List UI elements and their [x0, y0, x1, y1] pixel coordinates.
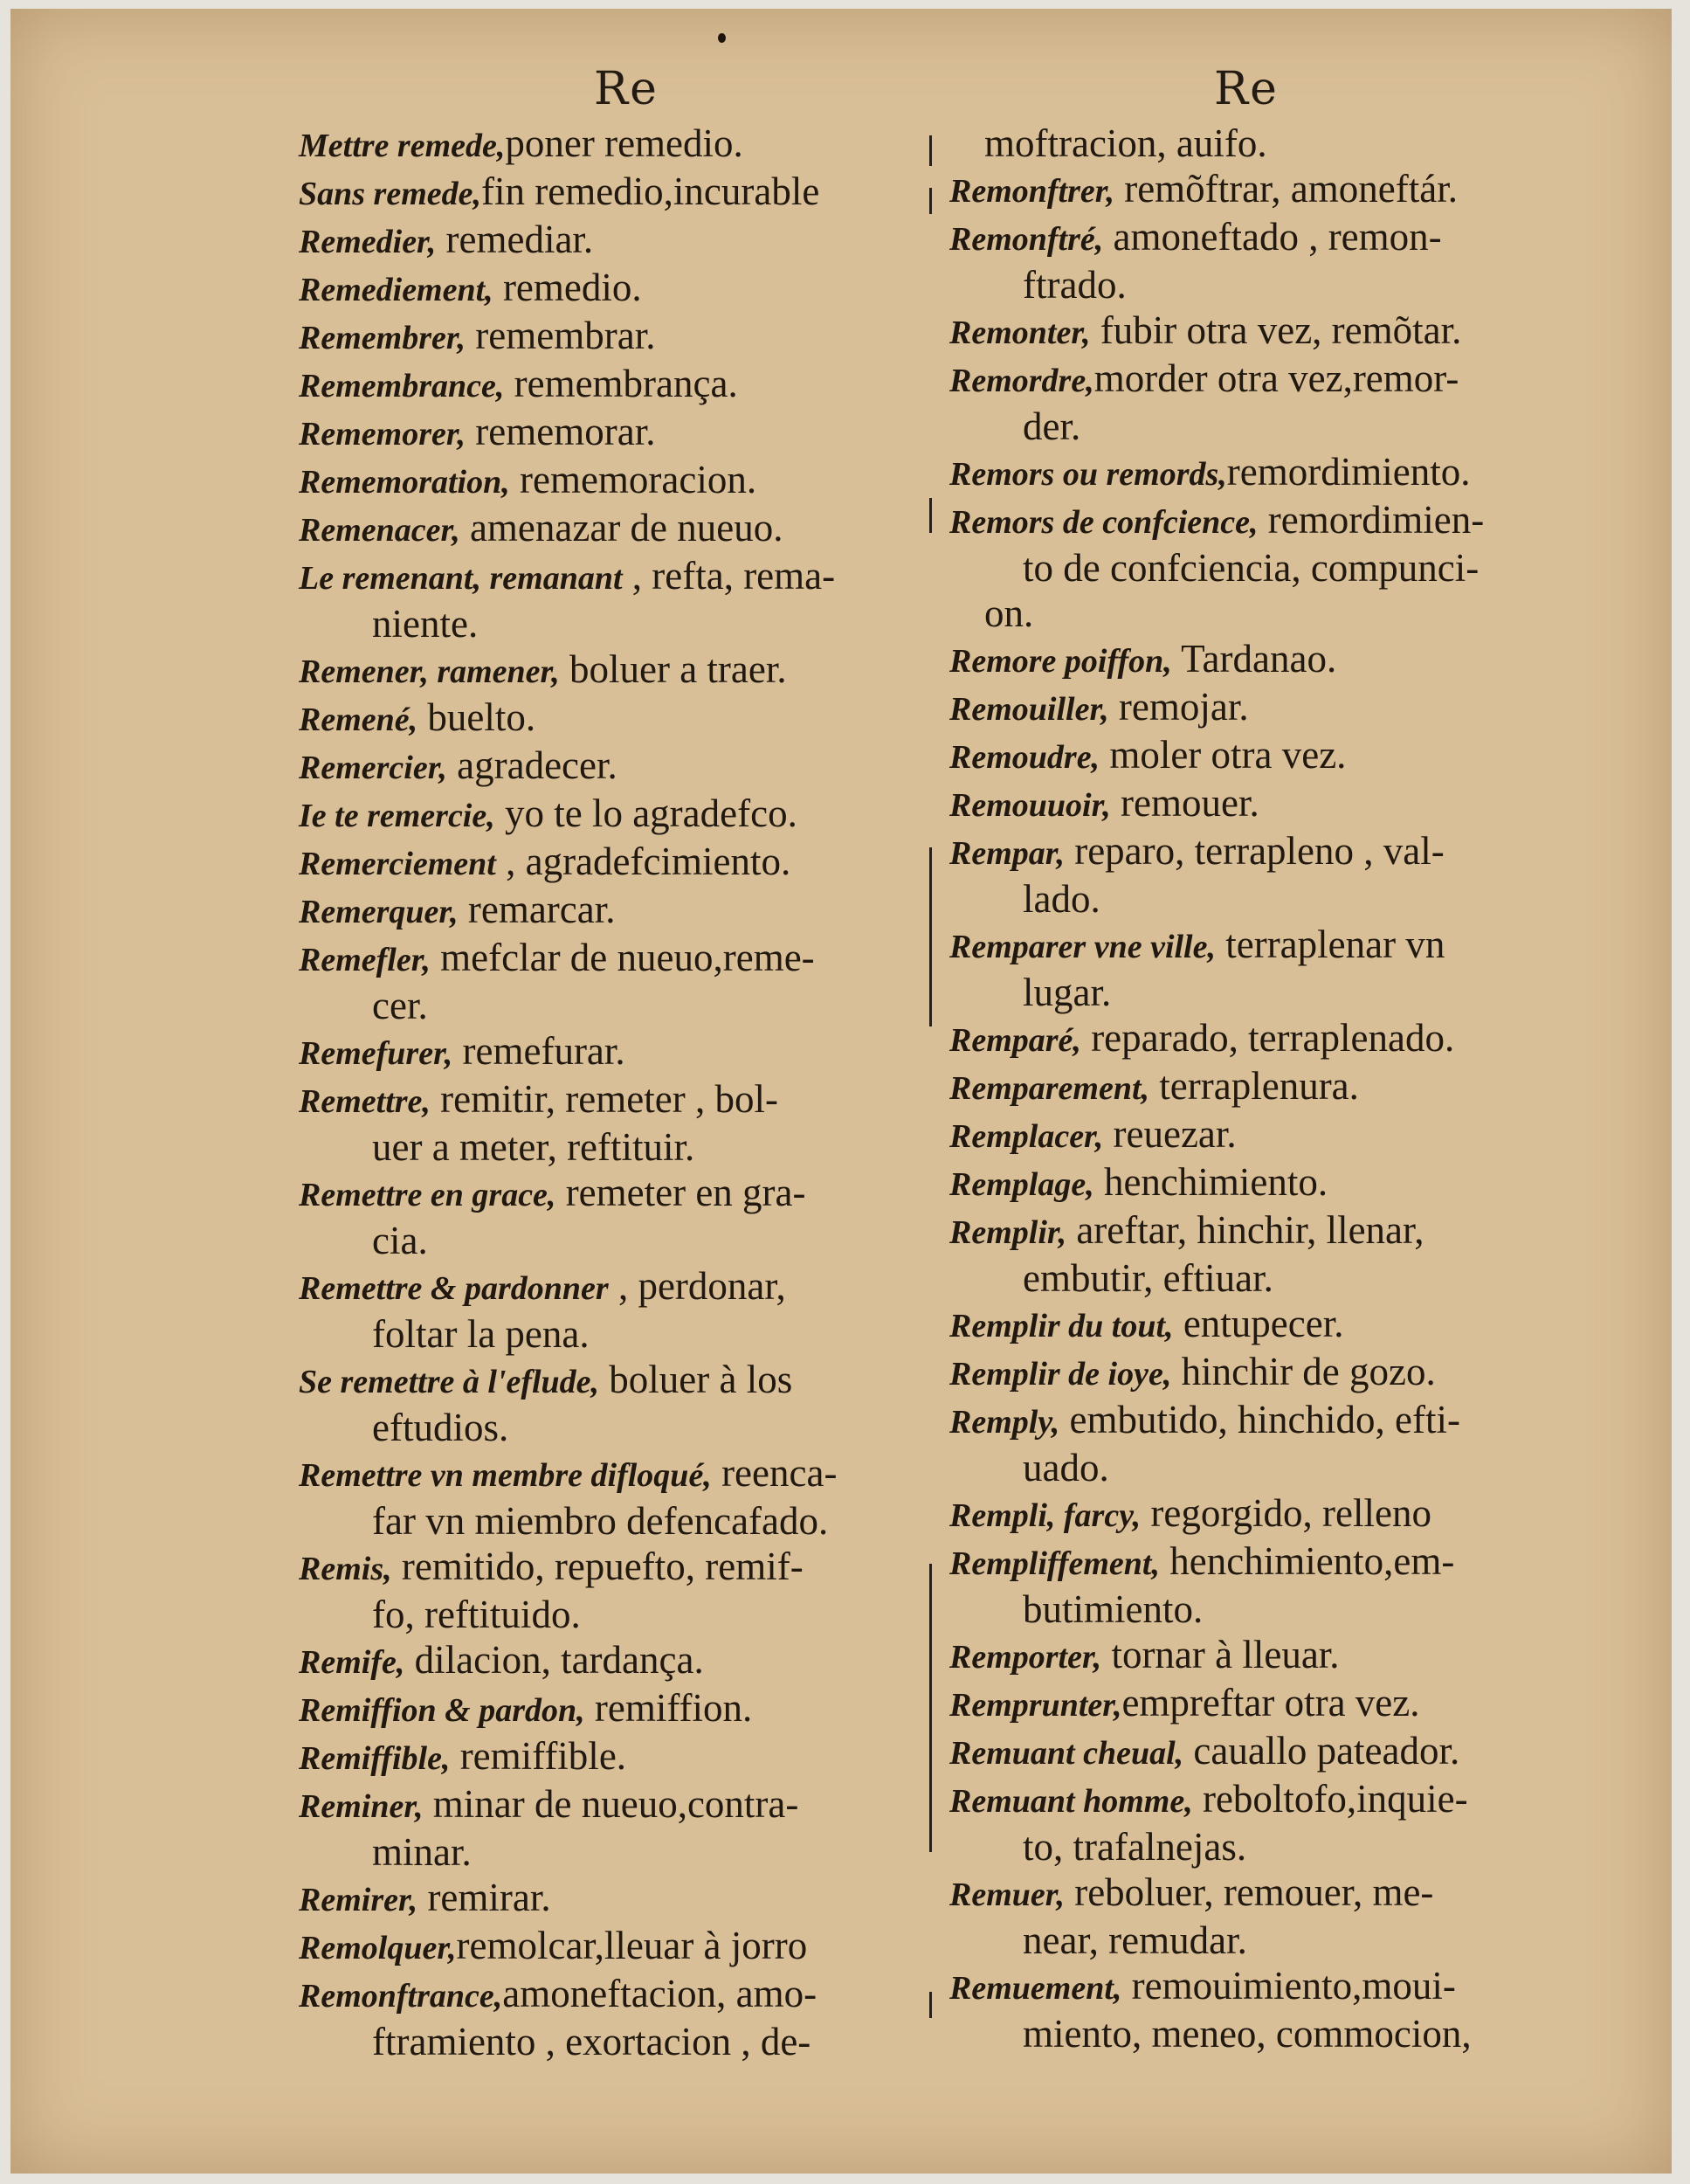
entry-headword: Le remenant, remanant [299, 560, 623, 597]
dictionary-entry [949, 636, 1622, 684]
entry-headword: Remplir du tout, [949, 1308, 1174, 1344]
entry-continuation: foltar la pena. [372, 1312, 590, 1356]
entry-definition: remefurar. [452, 1029, 625, 1073]
dictionary-entry [299, 887, 945, 935]
entry-definition: morder otra vez,remor- [1093, 356, 1459, 400]
page-header-right: Re [1214, 63, 1279, 115]
dictionary-entry [299, 1170, 945, 1263]
dictionary-entry [949, 1728, 1622, 1776]
entry-continuation: uer a meter, reftituir. [372, 1125, 695, 1169]
entry-definition: terraplenura. [1149, 1064, 1359, 1108]
entry-headword: Remonftré, [949, 221, 1104, 258]
entry-headword: Remembrance, [299, 368, 505, 404]
entry-continuation: to, trafalnejas. [1023, 1825, 1247, 1869]
entry-headword: Rempliffement, [949, 1545, 1160, 1582]
dictionary-entry [949, 356, 1622, 449]
entry-headword: Remplir, [949, 1214, 1067, 1251]
dictionary-entry [949, 1776, 1622, 1870]
entry-definition: remiffible. [450, 1734, 627, 1778]
dictionary-entry [949, 732, 1622, 780]
entry-continuation: niente. [372, 602, 479, 646]
entry-definition: , perdonar, [608, 1264, 786, 1308]
dictionary-entry [299, 646, 945, 695]
entry-continuation: to de confciencia, compunci- [1023, 546, 1480, 590]
entry-definition: , agradefcimiento. [495, 840, 791, 883]
entry-definition: remordimien- [1258, 498, 1485, 542]
entry-definition: reparado, terraplenado. [1080, 1016, 1455, 1060]
dictionary-entry [949, 214, 1622, 308]
dictionary-entry [949, 1349, 1622, 1397]
entry-definition: reenca- [711, 1451, 838, 1495]
entry-definition: buelto. [417, 695, 536, 739]
dictionary-entry [299, 1733, 945, 1781]
dictionary-entry [949, 1207, 1622, 1301]
entry-continuation: cia. [372, 1219, 428, 1262]
dictionary-entry [299, 839, 945, 887]
dictionary-entry [949, 1159, 1622, 1207]
entry-definition: boluer a traer. [559, 647, 787, 691]
entry-headword: Remparé, [949, 1022, 1081, 1059]
entry-headword: Mettre remede, [299, 128, 506, 164]
entry-headword: Rememorer, [299, 416, 466, 453]
dictionary-entry [949, 1632, 1622, 1680]
entry-definition: agradecer. [446, 743, 617, 787]
left-column [299, 121, 945, 2064]
page-header-left: Re [594, 63, 659, 115]
entry-definition: cauallo pateador. [1183, 1729, 1460, 1773]
entry-definition: remouimiento,moui- [1121, 1964, 1456, 2008]
entry-headword: Rememoration, [299, 464, 510, 501]
dictionary-entry [299, 1357, 945, 1450]
dictionary-entry [949, 922, 1622, 1015]
dictionary-entry [299, 1781, 945, 1875]
dictionary-entry [299, 505, 945, 553]
dictionary-entry [299, 169, 945, 217]
entry-headword: Remercier, [299, 750, 447, 786]
entry-definition: moler otra vez. [1100, 733, 1347, 777]
entry-headword: Ie te remercie, [299, 798, 495, 834]
entry-definition: tornar à lleuar. [1101, 1633, 1340, 1676]
entry-headword: Remonftrer, [949, 173, 1114, 210]
entry-headword: Remuer, [949, 1876, 1065, 1913]
entry-headword: Remirer, [299, 1882, 418, 1918]
entry-headword: Remolquer, [299, 1930, 457, 1966]
entry-definition: remeter en gra- [555, 1171, 806, 1214]
dictionary-entry [299, 1875, 945, 1923]
dictionary-entry [949, 166, 1622, 214]
entry-definition: , refta, rema- [622, 554, 836, 598]
entry-definition: remembrar. [466, 314, 656, 357]
entry-definition: amoneftacion, amo- [502, 1972, 817, 2015]
entry-continuation: miento, meneo, commocion, [1023, 2012, 1472, 2056]
dictionary-entry [949, 1301, 1622, 1349]
entry-definition: remiffion. [584, 1686, 753, 1730]
dictionary-entry [299, 743, 945, 791]
entry-definition: mefclar de nueuo,reme- [430, 936, 815, 979]
entry-continuation: ftrado. [1023, 263, 1127, 307]
entry-definition: rememoracion. [509, 458, 757, 501]
dictionary-entry [949, 308, 1622, 356]
entry-definition: yo te lo agradefco. [494, 791, 797, 835]
dictionary-entry [949, 497, 1622, 591]
entry-continuation: far vn miembro defencafado. [372, 1499, 829, 1543]
dictionary-entry [949, 1063, 1622, 1111]
entry-definition: reboltofo,inquie- [1192, 1777, 1468, 1821]
entry-definition: remojar. [1108, 685, 1249, 729]
entry-definition: on. [984, 591, 1034, 635]
dictionary-entry [299, 1971, 945, 2064]
entry-definition: areftar, hinchir, llenar, [1066, 1208, 1424, 1252]
entry-headword: Remuant homme, [949, 1783, 1193, 1820]
dictionary-entry [299, 1637, 945, 1685]
entry-definition: remediar. [436, 218, 594, 261]
dictionary-entry [299, 361, 945, 409]
entry-definition: dilacion, tardança. [404, 1638, 704, 1682]
entry-headword: Remply, [949, 1404, 1060, 1441]
entry-headword: Remonter, [949, 314, 1091, 351]
entry-definition: reuezar. [1103, 1112, 1237, 1156]
entry-headword: Remettre en grace, [299, 1177, 556, 1213]
entry-definition: terraplenar vn [1215, 923, 1445, 966]
dictionary-entry [299, 1685, 945, 1733]
dictionary-entry [299, 265, 945, 313]
entry-headword: Remerciement [299, 846, 496, 882]
dictionary-entry [299, 1450, 945, 1544]
entry-definition: Tardanao. [1171, 637, 1337, 681]
entry-headword: Remettre vn membre difloqué, [299, 1457, 712, 1494]
dictionary-entry [949, 591, 1622, 636]
entry-headword: Remors de confcience, [949, 504, 1259, 541]
dictionary-entry [949, 1963, 1622, 2056]
entry-definition: remedio. [493, 266, 642, 309]
entry-headword: Remplage, [949, 1166, 1094, 1203]
entry-definition: remordimiento. [1226, 450, 1471, 494]
entry-headword: Remparer vne ville, [949, 929, 1216, 965]
dictionary-entry [949, 828, 1622, 922]
right-column [949, 121, 1622, 2056]
entry-headword: Rempli, farcy, [949, 1497, 1142, 1534]
entry-definition: remouer. [1110, 781, 1259, 825]
dictionary-entry [299, 791, 945, 839]
entry-continuation: fo, reftituido. [372, 1593, 581, 1636]
entry-definition: fubir otra vez, remõtar. [1090, 308, 1462, 352]
entry-headword: Remefler, [299, 942, 431, 978]
entry-headword: Remediement, [299, 272, 493, 308]
entry-definition: remitido, repuefto, remif- [391, 1545, 804, 1588]
entry-definition: amoneftado , remon- [1103, 215, 1442, 259]
entry-continuation: near, remudar. [1023, 1918, 1247, 1962]
entry-headword: Remuant cheual, [949, 1735, 1184, 1772]
entry-definition: remirar. [417, 1876, 551, 1919]
dictionary-entry [299, 121, 945, 169]
entry-headword: Remener, ramener, [299, 653, 560, 690]
entry-headword: Remprunter, [949, 1687, 1122, 1724]
entry-definition: entupecer. [1173, 1302, 1344, 1345]
entry-definition: remitir, remeter , bol- [430, 1077, 778, 1121]
entry-headword: Remplir de ioye, [949, 1356, 1172, 1393]
entry-headword: Remife, [299, 1644, 405, 1681]
dictionary-entry [949, 1680, 1622, 1728]
dictionary-entry [949, 1870, 1622, 1963]
entry-headword: Remettre, [299, 1083, 431, 1120]
dictionary-entry [949, 684, 1622, 732]
entry-definition: remõftrar, amoneftár. [1114, 167, 1458, 211]
entry-definition: boluer à los [599, 1358, 793, 1401]
entry-continuation: uado. [1023, 1446, 1109, 1489]
entry-definition: embutido, hinchido, efti- [1059, 1398, 1460, 1441]
entry-headword: Remiffible, [299, 1740, 451, 1777]
entry-continuation: ftramiento , exortacion , de- [372, 2020, 811, 2063]
entry-definition: regorgido, relleno [1141, 1491, 1431, 1535]
entry-headword: Remis, [299, 1551, 392, 1587]
dictionary-entry [949, 1490, 1622, 1538]
entry-headword: Remplacer, [949, 1118, 1104, 1155]
entry-continuation: der. [1023, 404, 1081, 448]
entry-headword: Remuement, [949, 1970, 1122, 2007]
dictionary-entry [949, 1397, 1622, 1490]
entry-definition: reparo, terrapleno , val- [1064, 829, 1445, 873]
entry-definition: empreftar otra vez. [1121, 1681, 1420, 1724]
entry-definition: henchimiento,em- [1160, 1539, 1455, 1583]
dictionary-entry [299, 1544, 945, 1637]
dictionary-entry [299, 1263, 945, 1357]
dictionary-entry [299, 1028, 945, 1076]
entry-continuation: eftudios. [372, 1406, 509, 1449]
entry-definition: fin remedio,incurable [481, 169, 820, 213]
entry-definition: reboluer, remouer, me- [1064, 1870, 1434, 1914]
entry-headword: Remouiller, [949, 691, 1109, 728]
dictionary-entry [949, 121, 1622, 166]
entry-definition: amenazar de nueuo. [459, 506, 783, 549]
entry-definition: remarcar. [458, 888, 616, 931]
dictionary-entry [949, 449, 1622, 497]
ink-dot [718, 33, 726, 43]
entry-continuation: minar. [372, 1830, 472, 1874]
book-page [10, 9, 1672, 2174]
dictionary-entry [299, 553, 945, 646]
entry-headword: Remené, [299, 702, 418, 738]
entry-headword: Rempar, [949, 835, 1065, 872]
entry-continuation: cer. [372, 984, 428, 1027]
entry-continuation: butimiento. [1023, 1587, 1204, 1631]
dictionary-entry [299, 1923, 945, 1971]
entry-continuation: embutir, eftiuar. [1023, 1256, 1273, 1300]
dictionary-entry [949, 1111, 1622, 1159]
entry-definition: remembrança. [504, 362, 738, 405]
entry-definition: henchimiento. [1093, 1160, 1328, 1204]
entry-headword: Remouuoir, [949, 787, 1111, 824]
dictionary-entry [949, 1015, 1622, 1063]
entry-headword: Remonftrance, [299, 1978, 503, 2015]
dictionary-entry [949, 1538, 1622, 1632]
entry-definition: hinchir de gozo. [1171, 1350, 1436, 1393]
entry-headword: Remenacer, [299, 512, 460, 549]
entry-headword: Remiffion & pardon, [299, 1692, 585, 1729]
entry-definition: minar de nueuo,contra- [423, 1782, 799, 1826]
dictionary-entry [299, 457, 945, 505]
entry-definition: poner remedio. [505, 121, 743, 165]
entry-headword: Remordre, [949, 363, 1094, 399]
entry-definition: remolcar,lleuar à jorro [456, 1924, 808, 1967]
entry-headword: Se remettre à l'eflude, [299, 1364, 600, 1400]
entry-definition: rememorar. [466, 410, 656, 453]
entry-headword: Remerquer, [299, 894, 459, 930]
entry-headword: Remefurer, [299, 1035, 453, 1072]
entry-headword: Remoudre, [949, 739, 1100, 776]
dictionary-entry [299, 313, 945, 361]
entry-headword: Remettre & pardonner [299, 1270, 609, 1307]
entry-headword: Remembrer, [299, 320, 466, 356]
dictionary-entry [949, 780, 1622, 828]
dictionary-entry [299, 409, 945, 457]
entry-continuation: lado. [1023, 877, 1100, 921]
entry-headword: Remporter, [949, 1639, 1102, 1676]
dictionary-entry [299, 695, 945, 743]
entry-headword: Remors ou remords, [949, 456, 1227, 493]
entry-headword: Remparement, [949, 1070, 1150, 1107]
entry-headword: Remedier, [299, 224, 437, 260]
entry-continuation: lugar. [1023, 971, 1112, 1014]
dictionary-entry [299, 935, 945, 1028]
dictionary-entry [299, 217, 945, 265]
entry-headword: Remore poiffon, [949, 643, 1172, 680]
dictionary-entry [299, 1076, 945, 1170]
entry-headword: Reminer, [299, 1788, 424, 1825]
entry-headword: Sans remede, [299, 176, 481, 212]
entry-definition: moftracion, auifo. [984, 121, 1267, 165]
